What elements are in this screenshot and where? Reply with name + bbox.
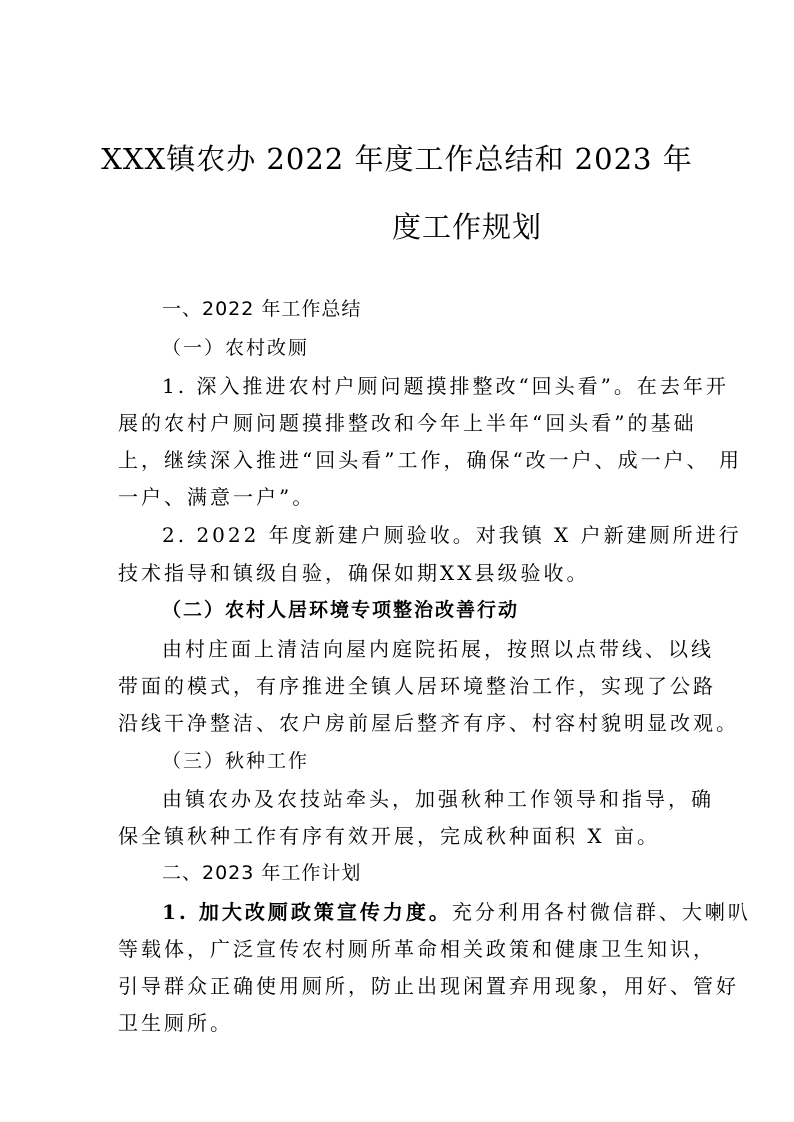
paragraph-2-line-2: 技术指导和镇级自验，确保如期XX县级验收。 bbox=[118, 561, 590, 585]
paragraph-1-line-1: 1. 深入推进农村户厕问题摸排整改“回头看”。在去年开 bbox=[162, 374, 729, 398]
paragraph-5-line-4: 卫生厕所。 bbox=[118, 1011, 233, 1035]
section-1-heading: 一、2022 年工作总结 bbox=[162, 298, 362, 320]
paragraph-5-line-3: 引导群众正确使用厕所，防止出现闲置弃用现象，用好、管好 bbox=[118, 974, 739, 998]
paragraph-4-line-2: 保全镇秋种工作有序有效开展，完成秋种面积 X 亩。 bbox=[118, 824, 660, 848]
section-2-heading: 二、2023 年工作计划 bbox=[162, 862, 362, 884]
subsection-3-heading: （三）秋种工作 bbox=[162, 750, 310, 772]
paragraph-5-line-2: 等载体，广泛宣传农村厕所革命相关政策和健康卫生知识， bbox=[118, 937, 716, 961]
paragraph-3-line-1: 由村庄面上清洁向屋内庭院拓展，按照以点带线、以线 bbox=[162, 637, 714, 661]
paragraph-5-lead-bold: 1. 加大改厕政策宣传力度。 bbox=[162, 900, 452, 924]
document-title-line-2: 度工作规划 bbox=[391, 210, 542, 244]
document-title-line-1: XXX镇农办 2022 年度工作总结和 2023 年 bbox=[101, 142, 693, 176]
paragraph-1-line-2: 展的农村户厕问题摸排整改和今年上半年“回头看”的基础 bbox=[118, 411, 697, 435]
paragraph-1-line-4: 一户、满意一户”。 bbox=[118, 485, 316, 509]
paragraph-4-line-1: 由镇农办及农技站牵头，加强秋种工作领导和指导，确 bbox=[162, 787, 714, 811]
paragraph-5-line-1 bbox=[162, 899, 751, 925]
paragraph-1-line-3: 上，继续深入推进“回头看”工作，确保“改一户、成一户、 用 bbox=[118, 448, 743, 472]
subsection-2-heading: （二）农村人居环境专项整治改善行动 bbox=[162, 599, 520, 621]
paragraph-2-line-1: 2. 2022 年度新建户厕验收。对我镇 X 户新建厕所进行 bbox=[162, 523, 742, 547]
paragraph-3-line-3: 沿线干净整洁、农户房前屋后整齐有序、村容村貌明显改观。 bbox=[118, 711, 739, 735]
paragraph-5-lead-rest: 充分利用各村微信群、大喇叭 bbox=[451, 900, 751, 924]
paragraph-3-line-2: 带面的模式，有序推进全镇人居环境整治工作，实现了公路 bbox=[118, 674, 716, 698]
subsection-1-heading: （一）农村改厕 bbox=[162, 337, 310, 359]
